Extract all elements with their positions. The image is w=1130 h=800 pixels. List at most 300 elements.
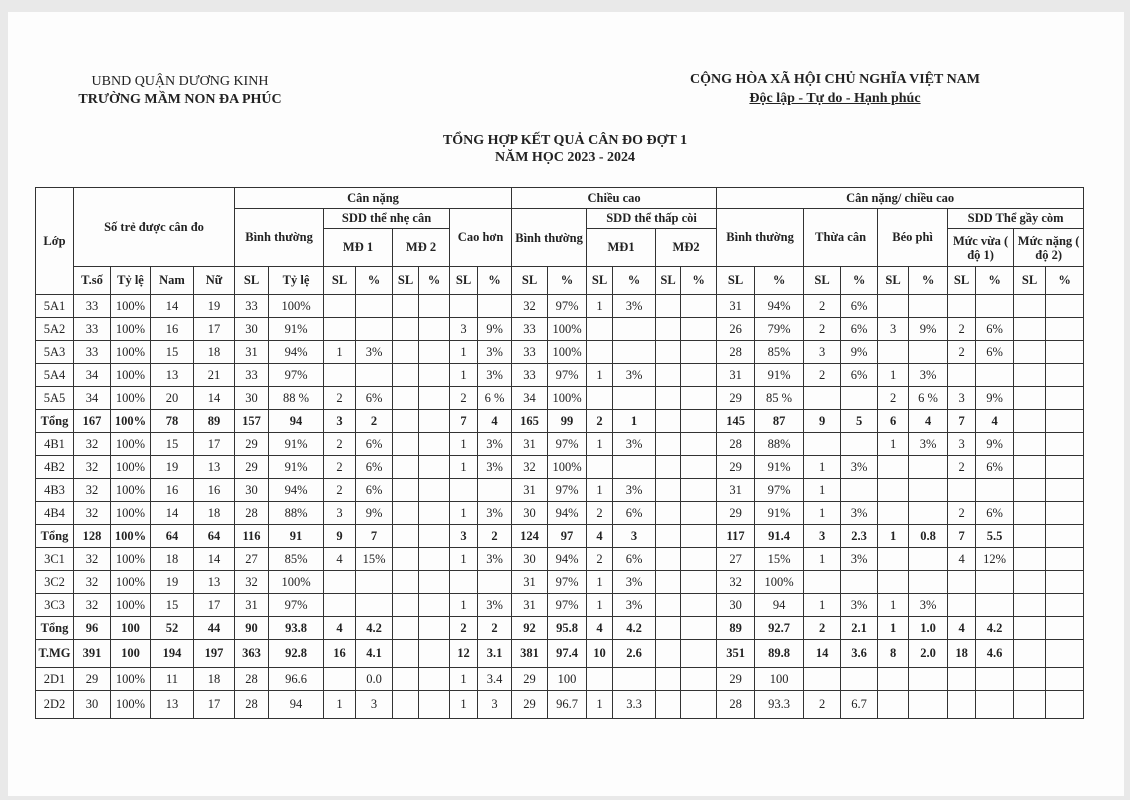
- table-cell: [681, 691, 717, 719]
- table-cell: [1046, 479, 1084, 502]
- subheader-sl: SL: [450, 267, 478, 295]
- header-wasting-severe: Mức nặng ( độ 2): [1014, 229, 1084, 267]
- table-cell: 78: [151, 410, 194, 433]
- table-cell: [613, 318, 656, 341]
- table-cell: 3%: [841, 594, 878, 617]
- table-cell: [419, 387, 450, 410]
- table-cell: 30: [235, 479, 269, 502]
- table-cell: 1: [587, 691, 613, 719]
- subheader-pct: %: [613, 267, 656, 295]
- table-cell: 31: [512, 594, 548, 617]
- table-cell: 3: [324, 502, 356, 525]
- table-cell: 14: [151, 502, 194, 525]
- table-cell: 94%: [755, 295, 804, 318]
- table-cell: [1046, 341, 1084, 364]
- table-cell: 29: [512, 691, 548, 719]
- table-cell: 33: [512, 318, 548, 341]
- table-cell: [878, 691, 909, 719]
- table-cell: [587, 318, 613, 341]
- table-cell: [976, 594, 1014, 617]
- table-cell: 3: [324, 410, 356, 433]
- table-cell: 1: [878, 617, 909, 640]
- subheader-sl: SL: [512, 267, 548, 295]
- table-cell: [613, 668, 656, 691]
- table-cell: 3%: [841, 548, 878, 571]
- table-cell: 3: [613, 525, 656, 548]
- table-cell: [419, 502, 450, 525]
- table-cell: [1014, 456, 1046, 479]
- table-cell: 3.6: [841, 640, 878, 668]
- table-cell: 1: [450, 433, 478, 456]
- table-cell: [393, 571, 419, 594]
- table-cell: [419, 433, 450, 456]
- table-cell: [478, 571, 512, 594]
- table-cell: [841, 387, 878, 410]
- table-cell: [909, 548, 948, 571]
- table-cell: [1014, 502, 1046, 525]
- table-cell: 94%: [269, 479, 324, 502]
- table-cell: 100%: [548, 318, 587, 341]
- table-cell: 28: [235, 668, 269, 691]
- table-cell: [587, 387, 613, 410]
- document-title: TỔNG HỢP KẾT QUẢ CÂN ĐO ĐỢT 1: [442, 133, 688, 148]
- table-cell: 6%: [613, 502, 656, 525]
- table-cell: 15: [151, 433, 194, 456]
- table-cell: [1046, 387, 1084, 410]
- table-cell: 117: [717, 525, 755, 548]
- subheader-sl: SL: [587, 267, 613, 295]
- table-cell: 33: [512, 341, 548, 364]
- subheader-sl: SL: [324, 267, 356, 295]
- table-cell: 6%: [841, 295, 878, 318]
- table-cell: 1.0: [909, 617, 948, 640]
- table-cell: 3%: [841, 456, 878, 479]
- table-cell: 5.5: [976, 525, 1014, 548]
- table-cell: 31: [235, 594, 269, 617]
- table-cell: 31: [235, 341, 269, 364]
- table-cell: 14: [804, 640, 841, 668]
- table-cell: [419, 617, 450, 640]
- table-cell: [1046, 617, 1084, 640]
- table-cell: 4.2: [976, 617, 1014, 640]
- table-cell: 4: [324, 617, 356, 640]
- table-cell: 1: [587, 433, 613, 456]
- table-cell: [450, 479, 478, 502]
- subheader-pct: %: [419, 267, 450, 295]
- table-cell: [1046, 691, 1084, 719]
- table-cell: 100%: [111, 525, 151, 548]
- table-cell: 100%: [111, 433, 151, 456]
- table-cell: 14: [194, 387, 235, 410]
- table-cell: 12: [450, 640, 478, 668]
- table-cell: 79%: [755, 318, 804, 341]
- table-row: [36, 364, 1084, 387]
- table-cell: 97%: [269, 364, 324, 387]
- table-cell: [878, 548, 909, 571]
- table-cell: 33: [74, 318, 111, 341]
- table-cell: [681, 456, 717, 479]
- table-cell: 2.1: [841, 617, 878, 640]
- subheader-sl: SL: [717, 267, 755, 295]
- subheader-sl: SL: [1014, 267, 1046, 295]
- table-cell: 91%: [755, 456, 804, 479]
- table-cell: [1014, 364, 1046, 387]
- table-cell: 100%: [111, 364, 151, 387]
- table-cell: 97%: [548, 364, 587, 387]
- table-cell: 31: [717, 364, 755, 387]
- table-cell: [681, 640, 717, 668]
- row-class-label: T.MG: [36, 640, 74, 668]
- table-cell: 2: [804, 364, 841, 387]
- table-cell: 95.8: [548, 617, 587, 640]
- table-cell: [393, 318, 419, 341]
- row-class-label: 2D1: [36, 668, 74, 691]
- table-cell: [1014, 617, 1046, 640]
- table-cell: 6%: [356, 479, 393, 502]
- table-cell: [1046, 364, 1084, 387]
- table-cell: [1014, 571, 1046, 594]
- table-cell: 32: [74, 594, 111, 617]
- header-obese: Béo phì: [878, 209, 948, 267]
- table-cell: 96: [74, 617, 111, 640]
- table-cell: 9%: [478, 318, 512, 341]
- header-height-normal: Bình thường: [512, 209, 587, 267]
- table-cell: [656, 571, 681, 594]
- table-cell: [656, 502, 681, 525]
- table-cell: 2: [450, 387, 478, 410]
- table-cell: [1014, 691, 1046, 719]
- header-class: Lớp: [36, 188, 74, 295]
- table-cell: 64: [151, 525, 194, 548]
- table-cell: [450, 571, 478, 594]
- table-row: [36, 525, 1084, 548]
- table-cell: [1014, 318, 1046, 341]
- table-cell: [419, 295, 450, 318]
- subheader-pct: %: [841, 267, 878, 295]
- table-cell: [324, 594, 356, 617]
- table-cell: 2: [450, 617, 478, 640]
- table-cell: 7: [948, 525, 976, 548]
- table-cell: 165: [512, 410, 548, 433]
- table-cell: [909, 668, 948, 691]
- header-stunting-level2: MĐ2: [656, 229, 717, 267]
- table-cell: 2: [948, 318, 976, 341]
- subheader-sl: SL: [393, 267, 419, 295]
- table-cell: [1014, 668, 1046, 691]
- table-cell: 2: [948, 456, 976, 479]
- table-cell: 16: [151, 479, 194, 502]
- row-class-label: Tổng: [36, 525, 74, 548]
- header-wasting-moderate: Mức vừa ( độ 1): [948, 229, 1014, 267]
- table-cell: 7: [948, 410, 976, 433]
- table-cell: 3.3: [613, 691, 656, 719]
- table-cell: [878, 571, 909, 594]
- table-cell: 1: [878, 594, 909, 617]
- table-cell: 3: [450, 318, 478, 341]
- table-cell: 145: [717, 410, 755, 433]
- table-cell: 88%: [755, 433, 804, 456]
- table-cell: [324, 668, 356, 691]
- table-cell: 6%: [976, 502, 1014, 525]
- subheader-pct: %: [478, 267, 512, 295]
- table-cell: 100%: [111, 571, 151, 594]
- table-cell: [976, 479, 1014, 502]
- table-cell: [1046, 571, 1084, 594]
- table-cell: 9: [324, 525, 356, 548]
- header-above-normal: Cao hơn: [450, 209, 512, 267]
- table-cell: 10: [587, 640, 613, 668]
- table-row: [36, 640, 1084, 668]
- table-cell: [681, 318, 717, 341]
- table-cell: 4.1: [356, 640, 393, 668]
- table-cell: 3: [804, 341, 841, 364]
- table-cell: 96.7: [548, 691, 587, 719]
- table-cell: [681, 525, 717, 548]
- table-cell: 3%: [478, 456, 512, 479]
- table-cell: 167: [74, 410, 111, 433]
- table-cell: 17: [194, 594, 235, 617]
- table-cell: [356, 295, 393, 318]
- row-class-label: 3C2: [36, 571, 74, 594]
- table-cell: 100%: [548, 456, 587, 479]
- table-cell: 30: [512, 502, 548, 525]
- table-cell: [681, 479, 717, 502]
- table-cell: 88 %: [269, 387, 324, 410]
- issuer-school: TRƯỜNG MẦM NON ĐA PHÚC: [78, 92, 282, 107]
- table-cell: 91.4: [755, 525, 804, 548]
- table-cell: 15: [151, 594, 194, 617]
- table-cell: 1: [324, 691, 356, 719]
- table-cell: 1: [450, 548, 478, 571]
- table-cell: 29: [717, 456, 755, 479]
- table-cell: 194: [151, 640, 194, 668]
- table-cell: 29: [717, 668, 755, 691]
- table-cell: [656, 691, 681, 719]
- subheader-pct: %: [909, 267, 948, 295]
- table-cell: [1046, 525, 1084, 548]
- row-class-label: 4B2: [36, 456, 74, 479]
- table-cell: 1: [878, 364, 909, 387]
- table-cell: 16: [194, 479, 235, 502]
- table-cell: 13: [151, 691, 194, 719]
- header-overweight: Thừa cân: [804, 209, 878, 267]
- table-cell: [1014, 548, 1046, 571]
- table-cell: [1046, 410, 1084, 433]
- table-cell: 3%: [613, 295, 656, 318]
- table-cell: 7: [450, 410, 478, 433]
- table-cell: 91%: [269, 456, 324, 479]
- table-cell: 2: [804, 295, 841, 318]
- table-cell: 100%: [111, 479, 151, 502]
- row-class-label: 4B3: [36, 479, 74, 502]
- table-cell: 91%: [269, 433, 324, 456]
- table-cell: [948, 364, 976, 387]
- table-cell: 93.8: [269, 617, 324, 640]
- table-cell: [393, 433, 419, 456]
- table-cell: [909, 456, 948, 479]
- table-cell: [419, 318, 450, 341]
- table-cell: 33: [74, 341, 111, 364]
- table-cell: 18: [194, 502, 235, 525]
- table-cell: 19: [194, 295, 235, 318]
- table-cell: [878, 668, 909, 691]
- table-cell: 4: [478, 410, 512, 433]
- table-cell: 1: [450, 364, 478, 387]
- table-cell: [613, 341, 656, 364]
- table-cell: 1: [324, 341, 356, 364]
- table-cell: 1: [450, 502, 478, 525]
- subheader-tyle: Tỷ lệ: [269, 267, 324, 295]
- subheader-tso: T.số: [74, 267, 111, 295]
- table-cell: 3: [948, 433, 976, 456]
- table-cell: [804, 433, 841, 456]
- table-cell: [681, 548, 717, 571]
- table-cell: [976, 691, 1014, 719]
- table-cell: 2: [804, 318, 841, 341]
- table-cell: 97%: [548, 594, 587, 617]
- table-cell: 13: [151, 364, 194, 387]
- table-row: [36, 617, 1084, 640]
- table-cell: 6%: [841, 364, 878, 387]
- table-cell: 1: [587, 479, 613, 502]
- table-cell: 100%: [111, 594, 151, 617]
- table-cell: [656, 456, 681, 479]
- table-cell: 9: [804, 410, 841, 433]
- table-cell: 6: [878, 410, 909, 433]
- table-cell: 32: [74, 571, 111, 594]
- table-cell: [878, 341, 909, 364]
- table-cell: 31: [512, 479, 548, 502]
- table-cell: [613, 456, 656, 479]
- subheader-nu: Nữ: [194, 267, 235, 295]
- table-cell: 30: [235, 318, 269, 341]
- table-cell: 2: [324, 387, 356, 410]
- table-cell: [1014, 479, 1046, 502]
- row-class-label: 4B4: [36, 502, 74, 525]
- table-cell: [324, 364, 356, 387]
- table-cell: [804, 571, 841, 594]
- table-cell: 19: [151, 456, 194, 479]
- table-cell: 5: [841, 410, 878, 433]
- table-cell: 100: [111, 617, 151, 640]
- table-cell: [681, 594, 717, 617]
- table-cell: [393, 410, 419, 433]
- table-cell: [419, 456, 450, 479]
- table-cell: 1: [804, 594, 841, 617]
- table-cell: [841, 668, 878, 691]
- table-cell: [841, 479, 878, 502]
- table-cell: 34: [74, 387, 111, 410]
- table-cell: 1: [613, 410, 656, 433]
- table-cell: 6 %: [909, 387, 948, 410]
- table-cell: 14: [151, 295, 194, 318]
- table-cell: 6%: [976, 456, 1014, 479]
- table-cell: 7: [356, 525, 393, 548]
- table-cell: 4.2: [356, 617, 393, 640]
- table-cell: [1014, 410, 1046, 433]
- table-cell: 12%: [976, 548, 1014, 571]
- table-cell: [656, 295, 681, 318]
- subheader-sl: SL: [656, 267, 681, 295]
- table-cell: 3%: [613, 571, 656, 594]
- table-cell: [419, 571, 450, 594]
- table-cell: 197: [194, 640, 235, 668]
- table-cell: [419, 640, 450, 668]
- table-cell: 52: [151, 617, 194, 640]
- subheader-pct: %: [356, 267, 393, 295]
- table-cell: 9%: [841, 341, 878, 364]
- table-cell: 91: [269, 525, 324, 548]
- table-cell: 30: [74, 691, 111, 719]
- table-cell: 3.4: [478, 668, 512, 691]
- table-cell: 100%: [548, 341, 587, 364]
- table-row: [36, 548, 1084, 571]
- table-cell: 30: [717, 594, 755, 617]
- table-cell: [1046, 456, 1084, 479]
- row-class-label: 5A4: [36, 364, 74, 387]
- table-row: [36, 502, 1084, 525]
- table-cell: [656, 433, 681, 456]
- table-cell: 6%: [976, 318, 1014, 341]
- header-stunting-level1: MĐ1: [587, 229, 656, 267]
- table-cell: 157: [235, 410, 269, 433]
- table-cell: 3%: [356, 341, 393, 364]
- table-cell: 19: [151, 571, 194, 594]
- table-cell: [1014, 433, 1046, 456]
- table-cell: [393, 295, 419, 318]
- table-cell: [948, 295, 976, 318]
- table-cell: 97%: [548, 571, 587, 594]
- table-cell: 1: [587, 594, 613, 617]
- header-underweight: SDD thể nhẹ cân: [324, 209, 450, 229]
- header-underweight-level2: MĐ 2: [393, 229, 450, 267]
- table-cell: 2.0: [909, 640, 948, 668]
- table-cell: 9%: [356, 502, 393, 525]
- table-cell: [909, 502, 948, 525]
- table-cell: [681, 341, 717, 364]
- table-cell: 15%: [356, 548, 393, 571]
- table-cell: 3%: [613, 594, 656, 617]
- table-cell: 3.1: [478, 640, 512, 668]
- table-cell: 33: [512, 364, 548, 387]
- table-cell: 15: [151, 341, 194, 364]
- table-cell: 88%: [269, 502, 324, 525]
- table-cell: 18: [948, 640, 976, 668]
- table-cell: 1: [587, 295, 613, 318]
- table-cell: [324, 318, 356, 341]
- table-cell: 91%: [755, 364, 804, 387]
- table-cell: [656, 617, 681, 640]
- national-motto: Độc lập - Tự do - Hạnh phúc: [749, 91, 921, 106]
- subheader-nam: Nam: [151, 267, 194, 295]
- table-cell: [450, 295, 478, 318]
- table-cell: 29: [512, 668, 548, 691]
- table-cell: [419, 594, 450, 617]
- table-cell: 11: [151, 668, 194, 691]
- table-cell: 18: [151, 548, 194, 571]
- table-cell: 3%: [909, 594, 948, 617]
- table-cell: 6 %: [478, 387, 512, 410]
- table-cell: 100%: [269, 571, 324, 594]
- row-class-label: 5A1: [36, 295, 74, 318]
- table-cell: [681, 571, 717, 594]
- table-cell: [681, 617, 717, 640]
- table-cell: [656, 318, 681, 341]
- table-cell: 100%: [111, 387, 151, 410]
- table-cell: 97: [548, 525, 587, 548]
- table-cell: [393, 479, 419, 502]
- table-cell: 1: [804, 548, 841, 571]
